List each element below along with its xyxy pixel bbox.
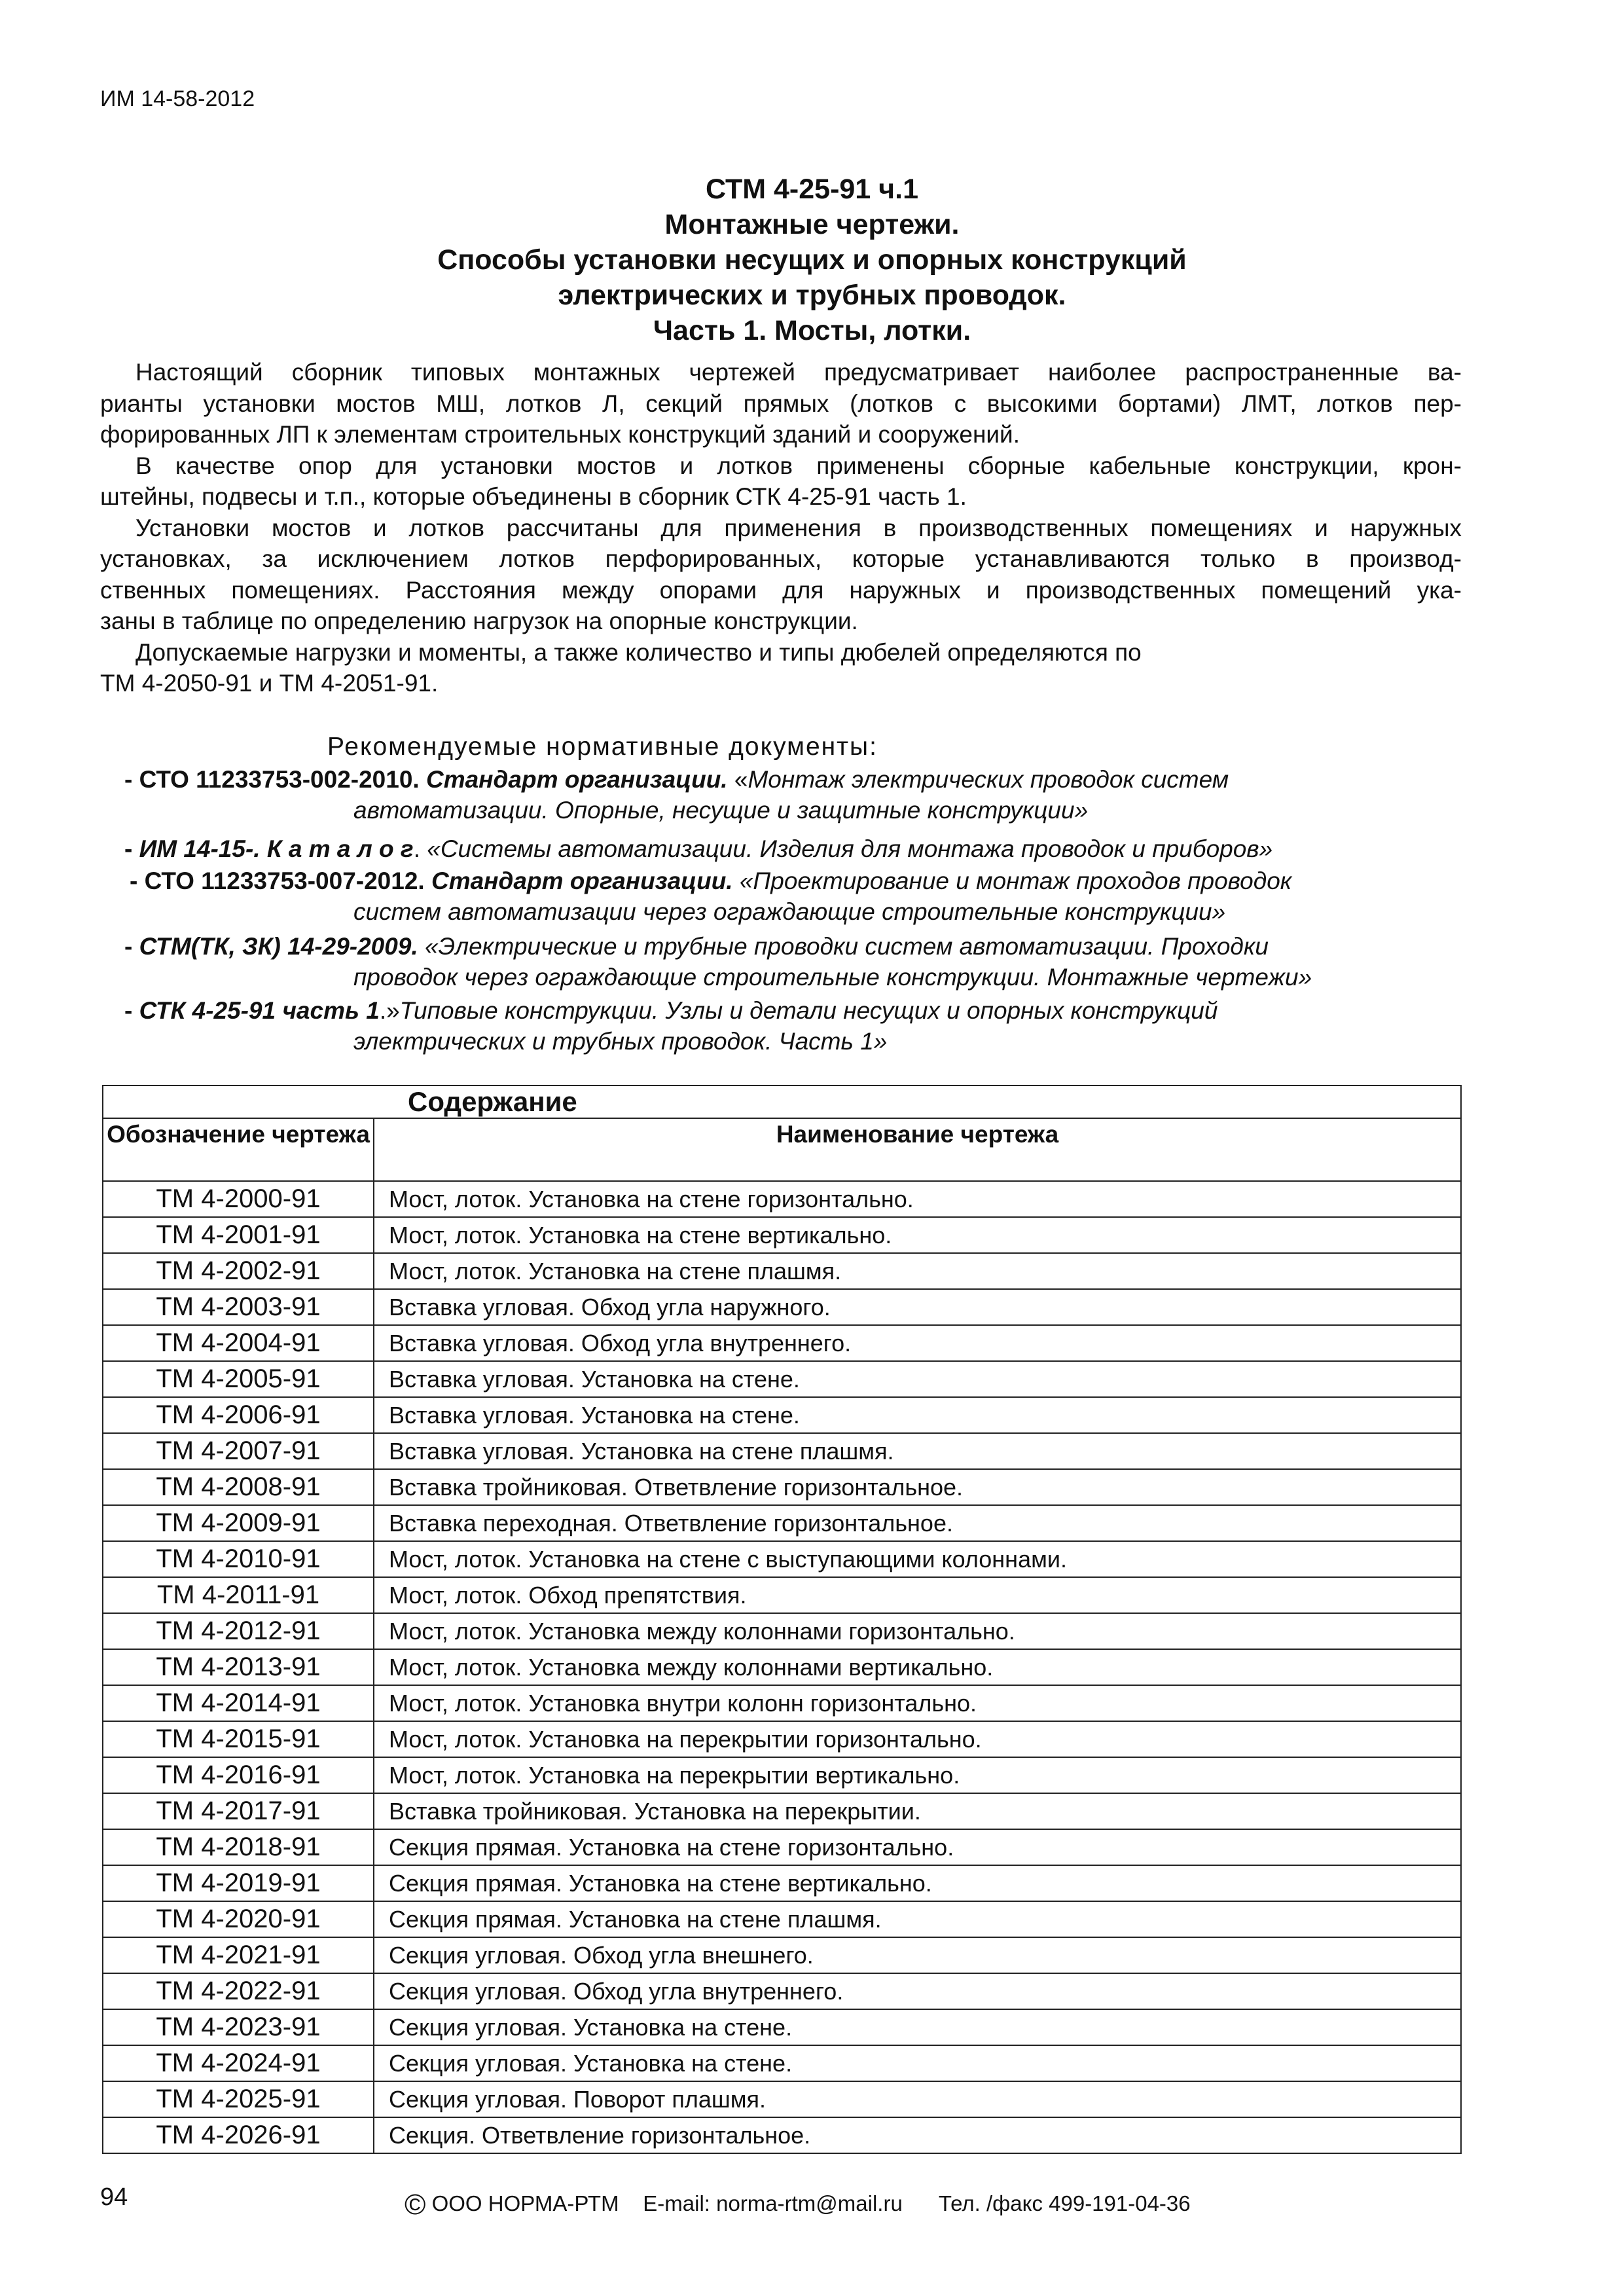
document-title [0, 172, 1624, 348]
intro-line: ТМ 4-2050-91 и ТМ 4-2051-91. [100, 670, 439, 697]
table-row [103, 2045, 1461, 2081]
table-row [103, 1181, 1461, 1217]
table-row [103, 1469, 1461, 1505]
table-row [103, 1685, 1461, 1721]
drawing-name: Секция угловая. Обход угла внутреннего. [374, 1973, 1461, 2009]
page-number: 94 [100, 2183, 128, 2211]
table-row [103, 1829, 1461, 1865]
drawing-name: Мост, лоток. Установка на стене плашмя. [374, 1253, 1461, 1289]
table-row [103, 1577, 1461, 1613]
drawing-name: Секция угловая. Поворот плашмя. [374, 2081, 1461, 2117]
drawing-name: Вставка переходная. Ответвление горизонтальное. [374, 1505, 1461, 1541]
intro-line: заны в таблице по определению нагрузок на опорные конструкции. [100, 608, 858, 634]
footer-phone: Тел. /факс 499-191-04-36 [938, 2191, 1191, 2215]
drawing-code: ТМ 4-2012-91 [103, 1613, 374, 1649]
table-row [103, 1217, 1461, 1253]
intro-text [100, 357, 1462, 699]
table-row [103, 1397, 1461, 1433]
table-row [103, 1865, 1461, 1901]
contents-table [102, 1085, 1462, 2154]
contents-body [103, 1181, 1461, 2153]
drawing-code: ТМ 4-2004-91 [103, 1325, 374, 1361]
drawing-name: Мост, лоток. Установка на перекрытии горизонтально. [374, 1721, 1461, 1757]
table-row [103, 1901, 1461, 1937]
drawing-code: ТМ 4-2009-91 [103, 1505, 374, 1541]
footer [405, 2189, 1191, 2221]
intro-line: установках, за исключением лотков перфорированных, которые устанавливаются только в производ- [100, 545, 1462, 572]
drawing-name: Мост, лоток. Установка на стене горизонтально. [374, 1181, 1461, 1217]
drawing-code: ТМ 4-2025-91 [103, 2081, 374, 2117]
drawing-name: Мост, лоток. Обход препятствия. [374, 1577, 1461, 1613]
drawing-code: ТМ 4-2023-91 [103, 2009, 374, 2045]
intro-line: Настоящий сборник типовых монтажных чертежей предусматривает наиболее распространенные ва- [135, 359, 1462, 386]
table-row [103, 1433, 1461, 1469]
reference-continuation: проводок через ограждающие строительные конструкции. Монтажные чертежи» [353, 964, 1312, 991]
table-row [103, 1361, 1461, 1397]
column-header-name: Наименование чертежа [374, 1118, 1461, 1181]
drawing-name: Секция прямая. Установка на стене вертикально. [374, 1865, 1461, 1901]
drawing-code: ТМ 4-2006-91 [103, 1397, 374, 1433]
drawing-code: ТМ 4-2013-91 [103, 1649, 374, 1685]
drawing-code: ТМ 4-2014-91 [103, 1685, 374, 1721]
title-line-4: электрических и трубных проводок. [558, 280, 1066, 311]
drawing-code: ТМ 4-2022-91 [103, 1973, 374, 2009]
drawing-code: ТМ 4-2016-91 [103, 1757, 374, 1793]
drawing-name: Мост, лоток. Установка между колоннами горизонтально. [374, 1613, 1461, 1649]
table-caption: Содержание [103, 1085, 1461, 1118]
drawing-name: Вставка угловая. Обход угла наружного. [374, 1289, 1461, 1325]
drawing-code: ТМ 4-2020-91 [103, 1901, 374, 1937]
document-code: ИМ 14-58-2012 [100, 86, 255, 111]
drawing-name: Секция угловая. Установка на стене. [374, 2009, 1461, 2045]
drawing-name: Мост, лоток. Установка на стене вертикально. [374, 1217, 1461, 1253]
intro-line: В качестве опор для установки мостов и лотков применены сборные кабельные конструкции, крон- [135, 452, 1462, 479]
table-row [103, 2009, 1461, 2045]
reference-continuation: автоматизации. Опорные, несущие и защитные конструкции» [353, 797, 1089, 824]
column-header-code: Обозначение чертежа [103, 1118, 374, 1181]
table-row [103, 2081, 1461, 2117]
drawing-name: Вставка угловая. Обход угла внутреннего. [374, 1325, 1461, 1361]
drawing-name: Вставка тройниковая. Ответвление горизонтальное. [374, 1469, 1461, 1505]
drawing-code: ТМ 4-2010-91 [103, 1541, 374, 1577]
drawing-name: Вставка угловая. Установка на стене. [374, 1361, 1461, 1397]
footer-company: ООО НОРМА-РТМ [431, 2191, 619, 2215]
drawing-name: Мост, лоток. Установка на стене с выступающими колоннами. [374, 1541, 1461, 1577]
table-row [103, 1253, 1461, 1289]
copyright-icon: © [405, 2189, 426, 2221]
drawing-code: ТМ 4-2019-91 [103, 1865, 374, 1901]
drawing-name: Мост, лоток. Установка между колоннами вертикально. [374, 1649, 1461, 1685]
table-row [103, 1973, 1461, 2009]
reference-item: - СТО 11233753-007-2012. Стандарт организации. «Проектирование и монтаж проходов проводок систем автоматизации через ограждающие строительные конструкции» [130, 866, 1291, 896]
drawing-name: Секция прямая. Установка на стене плашмя. [374, 1901, 1461, 1937]
drawing-name: Секция угловая. Установка на стене. [374, 2045, 1461, 2081]
drawing-code: ТМ 4-2000-91 [103, 1181, 374, 1217]
drawing-code: ТМ 4-2021-91 [103, 1937, 374, 1973]
drawing-code: ТМ 4-2017-91 [103, 1793, 374, 1829]
reference-item: - СТК 4-25-91 часть 1.»Типовые конструкции. Узлы и детали несущих и опорных конструкций электрических и трубных проводок. Часть 1» [124, 995, 1218, 1026]
reference-item: - СТМ(ТК, ЗК) 14-29-2009. «Электрические и трубные проводки систем автоматизации. Проходки проводок через ограждающие строительные конструкции. Монтажные чертежи» [124, 931, 1269, 962]
table-row [103, 1793, 1461, 1829]
reference-continuation: систем автоматизации через ограждающие строительные конструкции» [353, 898, 1226, 925]
title-line-5: Часть 1. Мосты, лотки. [653, 315, 971, 346]
drawing-code: ТМ 4-2026-91 [103, 2117, 374, 2153]
reference-item: - СТО 11233753-002-2010. Стандарт организации. «Монтаж электрических проводок систем автоматизации. Опорные, несущие и защитные конструкции» [124, 764, 1229, 795]
drawing-name: Вставка угловая. Установка на стене. [374, 1397, 1461, 1433]
drawing-code: ТМ 4-2018-91 [103, 1829, 374, 1865]
reference-item: - ИМ 14-15-. К а т а л о г. «Системы автоматизации. Изделия для монтажа проводок и приборов» [124, 835, 1273, 862]
intro-line: форированных ЛП к элементам строительных конструкций зданий и сооружений. [100, 421, 1020, 448]
drawing-name: Мост, лоток. Установка на перекрытии вертикально. [374, 1757, 1461, 1793]
table-row [103, 1505, 1461, 1541]
intro-line: ственных помещениях. Расстояния между опорами для наружных и производственных помещений ука- [100, 576, 1462, 604]
title-line-3: Способы установки несущих и опорных конструкций [437, 244, 1187, 276]
table-row [103, 1649, 1461, 1685]
drawing-code: ТМ 4-2024-91 [103, 2045, 374, 2081]
drawing-code: ТМ 4-2015-91 [103, 1721, 374, 1757]
drawing-name: Секция прямая. Установка на стене горизонтально. [374, 1829, 1461, 1865]
drawing-code: ТМ 4-2005-91 [103, 1361, 374, 1397]
drawing-code: ТМ 4-2007-91 [103, 1433, 374, 1469]
table-row [103, 1541, 1461, 1577]
intro-line: рианты установки мостов МШ, лотков Л, секций прямых (лотков с высокими бортами) ЛМТ, лотков пер- [100, 390, 1462, 417]
table-row [103, 1613, 1461, 1649]
reference-continuation: электрических и трубных проводок. Часть 1» [353, 1028, 888, 1055]
title-line-2: Монтажные чертежи. [664, 209, 960, 240]
drawing-name: Секция. Ответвление горизонтальное. [374, 2117, 1461, 2153]
references-heading: Рекомендуемые нормативные документы: [327, 733, 878, 761]
drawing-code: ТМ 4-2002-91 [103, 1253, 374, 1289]
intro-line: штейны, подвесы и т.п., которые объединены в сборник СТК 4-25-91 часть 1. [100, 483, 967, 510]
table-row [103, 1325, 1461, 1361]
drawing-code: ТМ 4-2003-91 [103, 1289, 374, 1325]
table-row [103, 1937, 1461, 1973]
drawing-code: ТМ 4-2011-91 [103, 1577, 374, 1613]
drawing-name: Секция угловая. Обход угла внешнего. [374, 1937, 1461, 1973]
table-row [103, 1289, 1461, 1325]
intro-line: Установки мостов и лотков рассчитаны для применения в производственных помещениях и наружных [135, 514, 1462, 541]
table-row [103, 1721, 1461, 1757]
table-row [103, 1757, 1461, 1793]
footer-email: E-mail: norma-rtm@mail.ru [643, 2191, 903, 2215]
drawing-code: ТМ 4-2001-91 [103, 1217, 374, 1253]
table-row [103, 2117, 1461, 2153]
intro-line: Допускаемые нагрузки и моменты, а также количество и типы дюбелей определяются по [135, 638, 1142, 666]
drawing-code: ТМ 4-2008-91 [103, 1469, 374, 1505]
drawing-name: Вставка угловая. Установка на стене плашмя. [374, 1433, 1461, 1469]
drawing-name: Вставка тройниковая. Установка на перекрытии. [374, 1793, 1461, 1829]
drawing-name: Мост, лоток. Установка внутри колонн горизонтально. [374, 1685, 1461, 1721]
title-line-1: СТМ 4-25-91 ч.1 [706, 173, 918, 205]
